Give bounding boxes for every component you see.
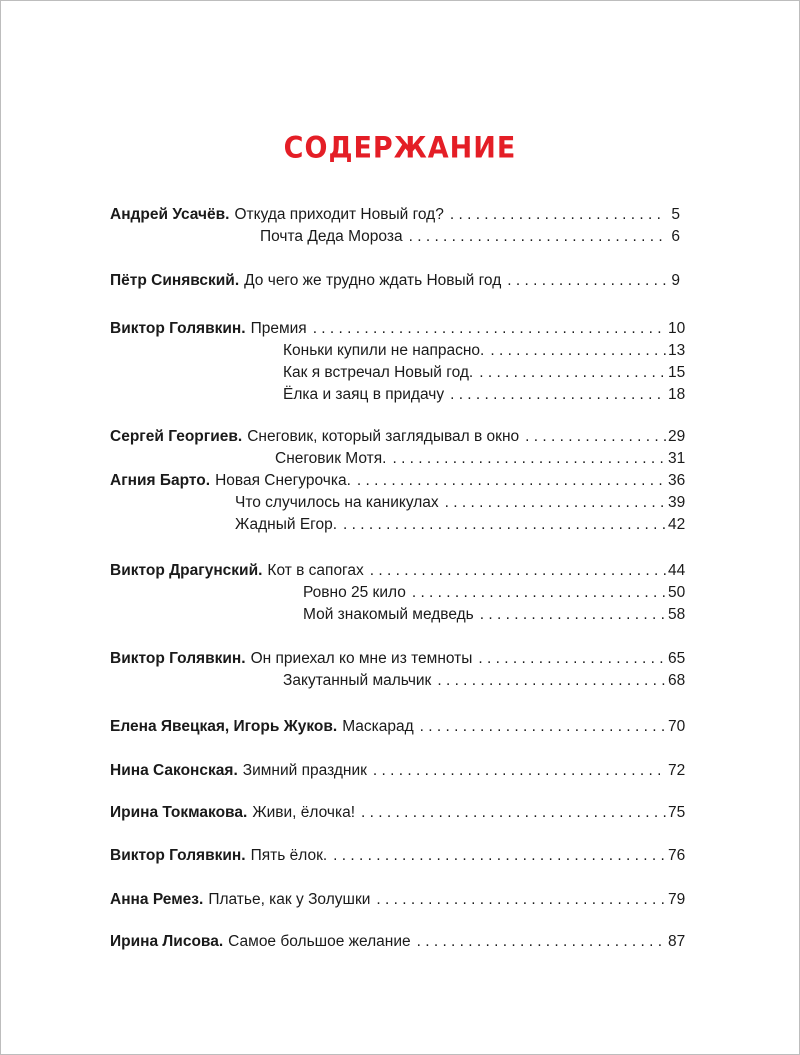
toc-row xyxy=(110,204,680,226)
toc-leader xyxy=(525,426,666,448)
toc-leader xyxy=(361,802,666,824)
toc-title: Новая Снегурочка. xyxy=(215,472,351,489)
toc-leader xyxy=(507,270,666,292)
toc-author: Анна Ремез. xyxy=(110,891,204,908)
toc-title: Откуда приходит Новый год? xyxy=(234,206,444,223)
toc-page: 13 xyxy=(668,342,686,359)
toc-row xyxy=(110,492,686,514)
toc-row xyxy=(110,340,686,362)
toc-author: Елена Явецкая, Игорь Жуков. xyxy=(110,718,338,735)
toc-leader xyxy=(480,604,666,626)
toc-title: Он приехал ко мне из темноты xyxy=(250,650,473,667)
toc-page: 44 xyxy=(668,562,686,579)
toc-row xyxy=(110,470,686,492)
toc-page: 29 xyxy=(668,428,686,445)
toc-title: Закутанный мальчик xyxy=(283,672,432,689)
toc-row xyxy=(110,889,686,911)
toc-page: 65 xyxy=(668,650,686,667)
toc-author: Нина Саконская. xyxy=(110,762,238,779)
toc-leader xyxy=(376,889,666,911)
toc-page: 6 xyxy=(671,228,680,245)
toc-leader xyxy=(357,470,666,492)
toc-leader xyxy=(417,931,666,953)
toc-author: Ирина Токмакова. xyxy=(110,804,248,821)
toc-title: Премия xyxy=(250,320,307,337)
toc-title: Почта Деда Мороза xyxy=(260,228,403,245)
toc-leader xyxy=(313,318,666,340)
toc-page: 42 xyxy=(668,516,686,533)
toc-page: 79 xyxy=(668,891,686,908)
toc-page: 68 xyxy=(668,672,686,689)
toc-title: Как я встречал Новый год. xyxy=(283,364,474,381)
toc-row xyxy=(110,760,686,782)
toc-page: 70 xyxy=(668,718,686,735)
toc-leader xyxy=(333,845,666,867)
toc-page: 87 xyxy=(668,933,686,950)
toc-row xyxy=(110,802,686,824)
toc-row xyxy=(110,560,686,582)
toc-page: 39 xyxy=(668,494,686,511)
toc-leader xyxy=(412,582,666,604)
toc-row xyxy=(110,670,686,692)
toc-page: 58 xyxy=(668,606,686,623)
toc-title: Платье, как у Золушки xyxy=(208,891,371,908)
toc-author: Виктор Голявкин. xyxy=(110,650,246,667)
toc-leader xyxy=(478,648,666,670)
toc-title: Ровно 25 кило xyxy=(303,584,406,601)
toc-title: До чего же трудно ждать Новый год xyxy=(244,272,502,289)
toc-author: Ирина Лисова. xyxy=(110,933,224,950)
toc-leader xyxy=(370,560,666,582)
toc-row xyxy=(110,931,686,953)
toc-page: 15 xyxy=(668,364,686,381)
toc-title: Маскарад xyxy=(342,718,414,735)
toc-page: 18 xyxy=(668,386,686,403)
toc-leader xyxy=(409,226,666,248)
toc-title: Что случилось на каникулах xyxy=(235,494,439,511)
toc-leader xyxy=(343,514,666,536)
toc-author: Агния Барто. xyxy=(110,472,211,489)
toc-author: Андрей Усачёв. xyxy=(110,206,230,223)
toc-author: Виктор Драгунский. xyxy=(110,562,263,579)
toc-row xyxy=(110,384,686,406)
toc-page: 75 xyxy=(668,804,686,821)
toc-row xyxy=(110,270,680,292)
toc-page: 50 xyxy=(668,584,686,601)
toc-leader xyxy=(490,340,666,362)
toc-row xyxy=(110,648,686,670)
toc-leader xyxy=(479,362,666,384)
toc-leader xyxy=(450,204,666,226)
toc-row xyxy=(110,448,686,470)
toc-row xyxy=(110,604,686,626)
toc-row xyxy=(110,426,686,448)
toc-row xyxy=(110,362,686,384)
table-of-contents xyxy=(110,204,686,953)
toc-author: Пётр Синявский. xyxy=(110,272,240,289)
toc-row xyxy=(110,582,686,604)
toc-leader xyxy=(450,384,666,406)
toc-title: Снеговик, который заглядывал в окно xyxy=(247,428,520,445)
toc-title: Зимний праздник xyxy=(242,762,367,779)
toc-author: Сергей Георгиев. xyxy=(110,428,243,445)
toc-leader xyxy=(392,448,666,470)
toc-title: Жадный Егор. xyxy=(235,516,338,533)
toc-author: Виктор Голявкин. xyxy=(110,847,246,864)
toc-title: Коньки купили не напрасно. xyxy=(283,342,485,359)
toc-page: 5 xyxy=(671,206,680,223)
toc-title: Пять ёлок. xyxy=(250,847,328,864)
toc-row xyxy=(110,845,686,867)
page-title: СОДЕРЖАНИЕ xyxy=(283,131,517,166)
toc-title: Снеговик Мотя. xyxy=(275,450,387,467)
toc-row xyxy=(110,716,686,738)
toc-page: 31 xyxy=(668,450,686,467)
toc-row xyxy=(110,514,686,536)
toc-title: Самое большое желание xyxy=(228,933,411,950)
toc-page: 9 xyxy=(671,272,680,289)
toc-page: 72 xyxy=(668,762,686,779)
toc-title: Кот в сапогах xyxy=(267,562,364,579)
toc-title: Мой знакомый медведь xyxy=(303,606,474,623)
toc-page: 76 xyxy=(668,847,686,864)
toc-page: 10 xyxy=(668,320,686,337)
toc-title: Ёлка и заяц в придачу xyxy=(283,386,445,403)
toc-leader xyxy=(420,716,666,738)
toc-author: Виктор Голявкин. xyxy=(110,320,246,337)
toc-row xyxy=(110,226,680,248)
toc-leader xyxy=(373,760,666,782)
toc-leader xyxy=(445,492,666,514)
toc-title: Живи, ёлочка! xyxy=(252,804,356,821)
toc-row xyxy=(110,318,686,340)
toc-leader xyxy=(437,670,666,692)
toc-page: 36 xyxy=(668,472,686,489)
